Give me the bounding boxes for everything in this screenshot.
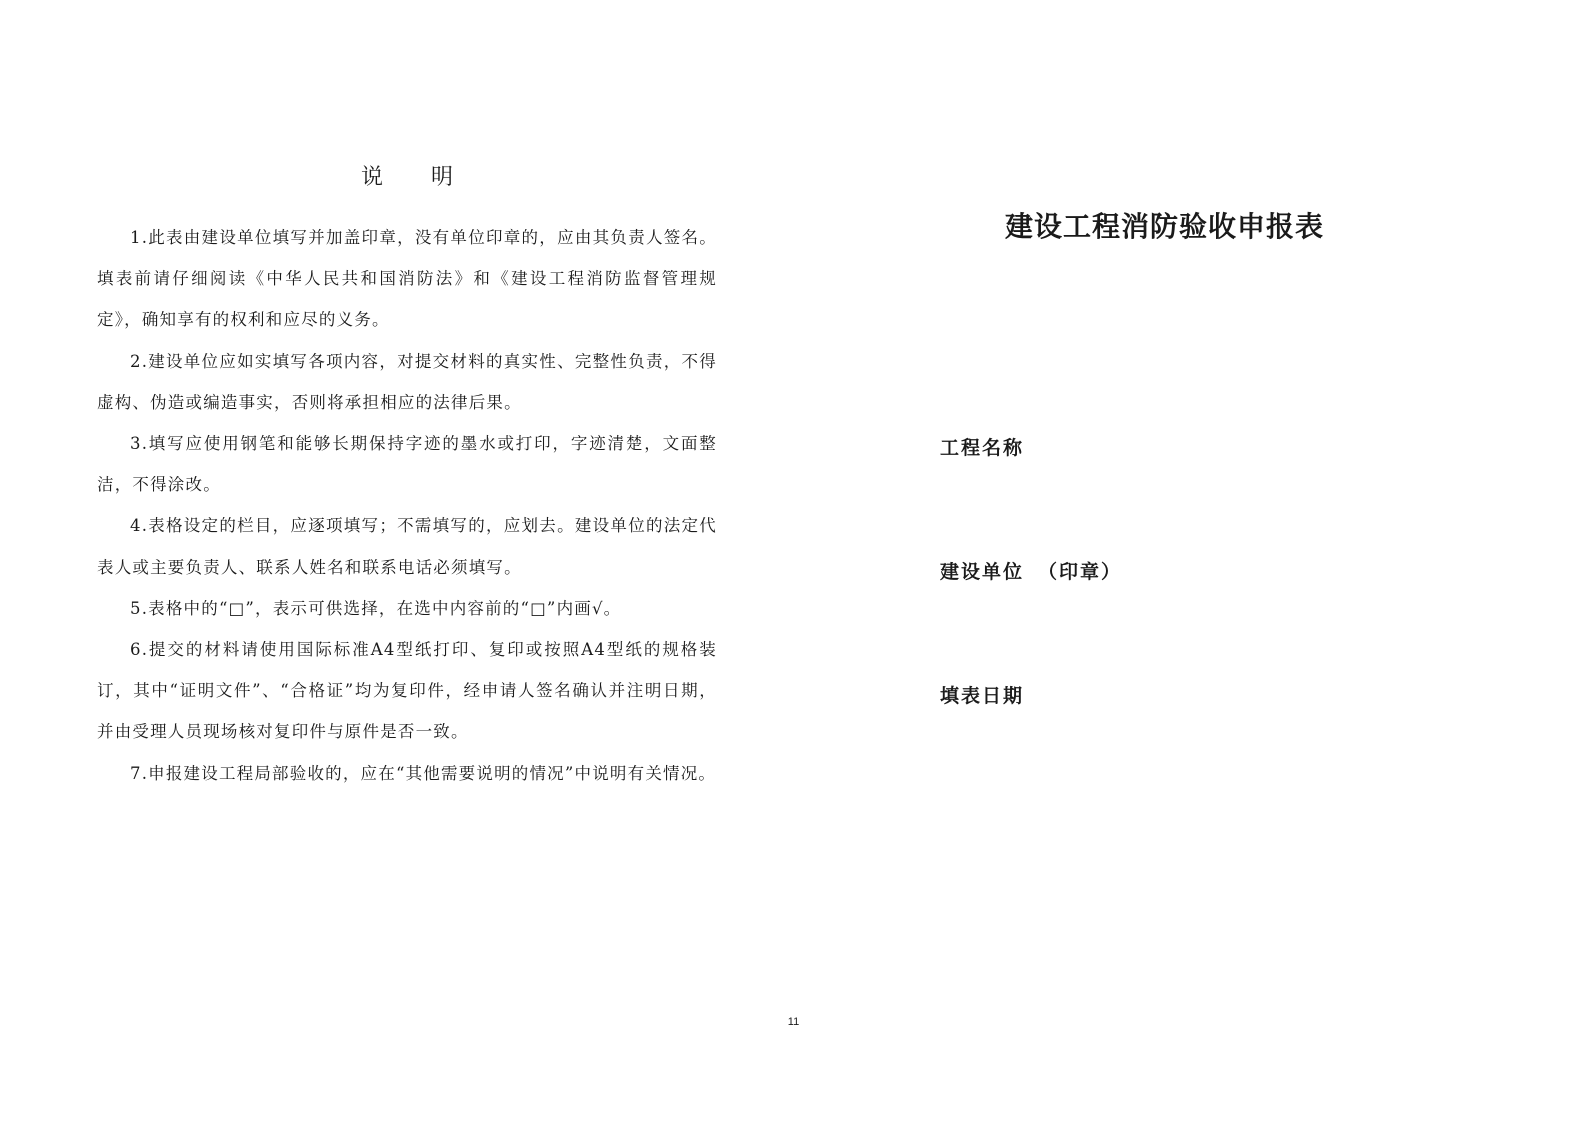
project-name-label: 工程名称 [940, 437, 1025, 459]
instruction-item-5: 5.表格中的“□”，表示可供选择，在选中内容前的“□”内画√。 [130, 598, 622, 618]
instruction-item-4: 4.表格设定的栏目，应逐项填写；不需填写的，应划去。建设单位的法定代表人或主要负责人、联系人姓名和联系电话必须填写。 [97, 516, 717, 577]
instructions-section [97, 160, 717, 794]
instruction-item-6: 6.提交的材料请使用国际标准A4型纸打印、复印或按照A4型纸的规格装订，其中“证明文件”、“合格证”均为复印件，经申请人签名确认并注明日期，并由受理人员现场核对复印件与原件是否一致。 [97, 640, 717, 742]
instruction-item-7: 7.申报建设工程局部验收的，应在“其他需要说明的情况”中说明有关情况。 [130, 763, 717, 783]
instruction-item-1: 1.此表由建设单位填写并加盖印章，没有单位印章的，应由其负责人签名。填表前请仔细阅读《中华人民共和国消防法》和《建设工程消防监督管理规定》，确知享有的权利和应尽的义务。 [97, 228, 717, 330]
instructions-title: 说明 [360, 165, 501, 190]
instruction-item-2: 2.建设单位应如实填写各项内容，对提交材料的真实性、完整性负责，不得虚构、伪造或编造事实，否则将承担相应的法律后果。 [97, 351, 717, 412]
fill-date-label: 填表日期 [940, 685, 1025, 707]
page-number: 11 [787, 1016, 800, 1028]
instruction-item-3: 3.填写应使用钢笔和能够长期保持字迹的墨水或打印，字迹清楚，文面整洁，不得涂改。 [97, 434, 717, 495]
builder-label: 建设单位 [940, 561, 1025, 583]
builder-field [940, 557, 1122, 584]
form-title: 建设工程消防验收申报表 [1005, 210, 1325, 243]
fill-date-field [940, 681, 1024, 708]
project-name-field [940, 433, 1024, 460]
seal-label: （印章） [1038, 561, 1123, 583]
